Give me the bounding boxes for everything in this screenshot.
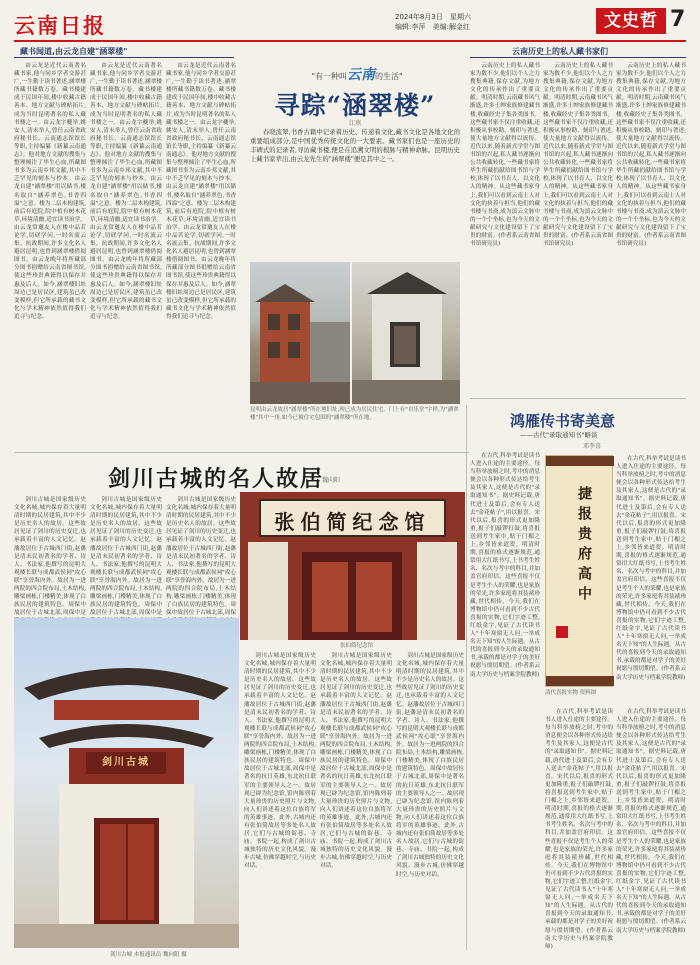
- section-divider-left: [14, 452, 469, 453]
- jianchuan-col2: 剑川古城是国家级历史文化名城,城内保存着大量明清时期的民居建筑,其中不少是历史名人的故居。这些故居见证了剑川的历史变迁,也承载着丰富的人文记忆。赵藩故居位于古城西门街,赵藩是清末民初著名的学者、诗人、书法家,他撰写的昆明大观楼长联与成都武侯祠"攻心联"享誉海内外。故居为一进两院的四合院布局,土木结构,雕梁画栋,门楼精美,体现了白族民居的建筑特色。周保中故居位于古城北部,周保中是: [90, 497, 162, 617]
- left-article-col1: 由云龙是近代云南著名藏书家,他与同乡学者交游甚广,一生勤于读书著述,涵翠楼所藏书籍数万卷。藏书楼建成于民国年间,楼中收藏古籍善本、地方文献与碑帖拓片,成为当时昆明著名的私人藏书楼之一。由云龙字夔举,姚安人,清末举人,曾任云南省政府秘书长、云南通志馆馆长等职,主持编纂《新纂云南通志》。他对地方文献的搜集与整理倾注了毕生心血,所藏图书多为云南乡邦文献,其中不乏罕见的刻本与抄本。由云龙自建"涵翠楼"用以储书,楼名取自"涵养翠色,书香四溢"之意。楼为二层木构建筑,前后有庭院,院中植有树木花草,环境清幽,适宜读书治学。由云龙常邀友人在楼中品茗论学,切磋学问,一时名流云集。抗战期间,许多文化名人避居昆明,也曾到涵翠楼借阅图书。由云龙晚年将所藏部分图书捐赠给云南省图书馆,使这些珍贵典籍得以保存并惠及后人。如今,涵翠楼旧址周边已是居民区,建筑虽已改变模样,但它所承载的藏书文化与学术精神依然值得我们追寻与纪念。: [14, 63, 86, 320]
- building-photo-left: [250, 262, 350, 404]
- editor-credit: 编辑:李萍: [395, 23, 426, 31]
- old-town-gate-photo: [14, 618, 239, 948]
- right-article-col3: 云南历史上的私人藏书家为数不少,他们以个人之力搜集典籍,保存文献,为地方文化的传承作出了重要贡献。明清时期,云南藏书风气渐盛,许多士绅家族修建藏书楼,收藏经史子集各类图书。这些藏书家不仅注重收藏,还积极从事校勘、刻印与著述,使大量地方文献得以流传。近代以来,随着新式学堂与图书馆的兴起,私人藏书逐渐向公共收藏转化,一些藏书家将毕生所藏捐献给图书馆与学校,体现了以书育人、以文化人的精神。从这些藏书家身上,我们可以看到云南士人对文化的执着与担当,他们的藏书楼与书斋,成为滇云文脉中的一个个坐标,也为今天的文献研究与文化建设留下了宝贵的财富。(作者系云南省图书馆研究员): [616, 63, 686, 248]
- jianchuan-col1: 剑川古城是国家级历史文化名城,城内保存着大量明清时期的民居建筑,其中不少是历史名人的故居。这些故居见证了剑川的历史变迁,也承载着丰富的人文记忆。赵藩故居位于古城西门街,赵藩是清末民初著名的学者、诗人、书法家,他撰写的昆明大观楼长联与成都武侯祠"攻心联"享誉海内外。故居为一进两院的四合院布局,土木结构,雕梁画栋,门楼精美,体现了白族民居的建筑特色。周保中故居位于古城北部,周保中是: [14, 497, 86, 617]
- layout-credit: 美编:解金红: [432, 23, 470, 31]
- jianchuan-title: 剑川古城的名人故居: [108, 466, 325, 492]
- notice-scroll-photo: [545, 455, 613, 687]
- hongyan-col1: 在古代,科举考试是读书人进入仕途的主要途径。每当科举放榜之时,考中的消息便会以各种形式传达给考生及其家人,这便是古代的"录取通知书"。据史料记载,唐代进士及第后,会有专人送去"金花帖子",用以报喜。宋代以后,报喜的形式更加隆重,报子们敲锣打鼓,将喜报送到考生家中,贴于门楣之上,乡邻皆来道贺。明清时期,喜报的格式逐渐规范,通常用大红纸书写,上书考生姓名、名次与考中的科目,并加盖官府印信。这些喜报不仅是考生个人的荣耀,也是家族的荣光,许多家庭将其装裱珍藏,世代相传。今天,我们在博物馆中仍可看到不少古代喜报的实物,它们字迹工整,红纸金字,见证了古代读书人"十年寒窗无人问,一举成名天下知"的人生际遇。从古代的喜报到今天的录取通知书,承载的都是对学子的美好祝愿与殷切期望。(作者系云南大学历史与档案学院教师): [470, 453, 540, 678]
- old-town-gate: [14, 618, 239, 948]
- right-article-col1: 云南历史上的私人藏书家为数不少,他们以个人之力搜集典籍,保存文献,为地方文化的传承作出了重要贡献。明清时期,云南藏书风气渐盛,许多士绅家族修建藏书楼,收藏经史子集各类图书。这些藏书家不仅注重收藏,还积极从事校勘、刻印与著述,使大量地方文献得以流传。近代以来,随着新式学堂与图书馆的兴起,私人藏书逐渐向公共收藏转化,一些藏书家将毕生所藏捐献给图书馆与学校,体现了以书育人、以文化人的精神。从这些藏书家身上,我们可以看到云南士人对文化的执着与担当,他们的藏书楼与书斋,成为滇云文脉中的一个个坐标,也为今天的文献研究与文化建设留下了宝贵的财富。(作者系云南省图书馆研究员): [470, 63, 540, 248]
- jianchuan-col3: 剑川古城是国家级历史文化名城,城内保存着大量明清时期的民居建筑,其中不少是历史名人的故居。这些故居见证了剑川的历史变迁,也承载着丰富的人文记忆。赵藩故居位于古城西门街,赵藩是清末民初著名的学者、诗人、书法家,他撰写的昆明大观楼长联与成都武侯祠"攻心联"享誉海内外。故居为一进两院的四合院布局,土木结构,雕梁画栋,门楼精美,体现了白族民居的建筑特色。周保中故居位于古城北部,周保: [166, 497, 236, 617]
- hongyan-col2: 在古代,科举考试是读书人进入仕途的主要途径。每当科举放榜之时,考中的消息便会以各种形式传达给考生及其家人,这便是古代的"录取通知书"。据史料记载,唐代进士及第后,会有专人送去"金花帖子",用以报喜。宋代以后,报喜的形式更加隆重,报子们敲锣打鼓,将喜报送到考生家中,贴于门楣之上,乡邻皆来道贺。明清时期,喜报的格式逐渐规范,通常用大红纸书写,上书考生姓名、名次与考中的科目,并加盖官府印信。这些喜报不仅是考生个人的荣耀,也是家族的荣光,许多家庭将其装裱珍藏,世代相传。今天,我们在博物馆中仍可看到不少古代喜报的实物,它们字迹工整,红纸金字,见证了古代读书人"十年寒窗无人问,一举成名天下知"的人生际遇。从古代的喜报到今天的录取通知书,承载的都是对学子的美好祝愿与殷切期望。(作者系云南大学历史与档案学院教师): [616, 456, 686, 681]
- page-number: 7: [670, 7, 686, 32]
- memorial-hall-sign: 张伯简纪念馆: [274, 510, 431, 534]
- jianchuan-col4: 剑川古城是国家级历史文化名城,城内保存着大量明清时期的民居建筑,其中不少是历史名人的故居。这些故居见证了剑川的历史变迁,也承载着丰富的人文记忆。赵藩故居位于古城西门街,赵藩是清末民初著名的学者、诗人、书法家,他撰写的昆明大观楼长联与成都武侯祠"攻心联"享誉海内外。故居为一进两院的四合院布局,土木结构,雕梁画栋,门楼精美,体现了白族民居的建筑特色。周保中故居位于古城北部,周保中是著名的抗日英雄,东北抗日联军的主要领导人之一。故居现已辟为纪念馆,馆内陈列着大量珍贵的历史照片与文物,向人们讲述着这位白族将军的英雄事迹。此外,古城内还有张伯简故居等多处名人故居,它们与古城的街巷、寺庙、书院一起,构成了剑川古城独特的历史文化风貌。漫步古城,仿佛穿越时空,与历史对话。: [244, 653, 316, 870]
- feature-title: 寻踪“涵翠楼”: [274, 91, 436, 120]
- feature-photo-right: [352, 262, 460, 404]
- section-badge: 文史哲: [596, 8, 666, 34]
- newspaper-logo: 云南日报: [14, 13, 106, 38]
- building-photo-right: [352, 262, 460, 404]
- jianchuan-col6: 剑川古城是国家级历史文化名城,城内保存着大量明清时期的民居建筑,其中不少是历史名人的故居。这些故居见证了剑川的历史变迁,也承载着丰富的人文记忆。赵藩故居位于古城西门街,赵藩是清末民初著名的学者、诗人、书法家,他撰写的昆明大观楼长联与成都武侯祠"攻心联"享誉海内外。故居为一进两院的四合院布局,土木结构,雕梁画栋,门楼精美,体现了白族民居的建筑特色。周保中故居位于古城北部,周保中是著名的抗日英雄,东北抗日联军的主要领导人之一。故居现已辟为纪念馆,馆内陈列着大量珍贵的历史照片与文物,向人们讲述着这位白族将军的英雄事迹。此外,古城内还有张伯简故居等多处名人故居,它们与古城的街巷、寺庙、书院一起,构成了剑川古城独特的历史文化风貌。漫步古城,仿佛穿越时空,与历史对话。: [396, 653, 464, 878]
- feature-photo-left: [250, 262, 350, 404]
- jianchuan-col5: 剑川古城是国家级历史文化名城,城内保存着大量明清时期的民居建筑,其中不少是历史名人的故居。这些故居见证了剑川的历史变迁,也承载着丰富的人文记忆。赵藩故居位于古城西门街,赵藩是清末民初著名的学者、诗人、书法家,他撰写的昆明大观楼长联与成都武侯祠"攻心联"享誉海内外。故居为一进两院的四合院布局,土木结构,雕梁画栋,门楼精美,体现了白族民居的建筑特色。周保中故居位于古城北部,周保中是著名的抗日英雄,东北抗日联军的主要领导人之一。故居现已辟为纪念馆,馆内陈列着大量珍贵的历史照片与文物,向人们讲述着这位白族将军的英雄事迹。此外,古城内还有张伯简故居等多处名人故居,它们与古城的街巷、寺庙、书院一起,构成了剑川古城独特的历史文化风貌。漫步古城,仿佛穿越时空,与历史对话。: [320, 653, 392, 870]
- issue-date: 2024年8月3日: [395, 13, 443, 21]
- header-rule: [14, 40, 686, 42]
- feature-author: 江燕: [348, 120, 361, 127]
- hongyan-author: 邓李喜: [583, 443, 602, 450]
- header-info: [395, 12, 476, 32]
- feature-kicker: "有一种叫云南的生活": [311, 67, 403, 83]
- left-article-col3: 由云龙是近代云南著名藏书家,他与同乡学者交游甚广,一生勤于读书著述,涵翠楼所藏书籍数万卷。藏书楼建成于民国年间,楼中收藏古籍善本、地方文献与碑帖拓片,成为当时昆明著名的私人藏书楼之一。由云龙字夔举,姚安人,清末举人,曾任云南省政府秘书长、云南通志馆馆长等职,主持编纂《新纂云南通志》。他对地方文献的搜集与整理倾注了毕生心血,所藏图书多为云南乡邦文献,其中不乏罕见的刻本与抄本。由云龙自建"涵翠楼"用以储书,楼名取自"涵养翠色,书香四溢"之意。楼为二层木构建筑,前后有庭院,院中植有树木花草,环境清幽,适宜读书治学。由云龙常邀友人在楼中品茗论学,切磋学问,一时名流云集。抗战期间,许多文化名人避居昆明,也曾到涵翠楼借阅图书。由云龙晚年将所藏部分图书捐赠给云南省图书馆,使这些珍贵典籍得以保存并惠及后人。如今,涵翠楼旧址周边已是居民区,建筑虽已改变模样,但它所承载的藏书文化与学术精神依然值得我们追寻与纪念。: [166, 63, 236, 320]
- hongyan-title: 鸿雁传书寄美意: [510, 412, 616, 430]
- memorial-hall-caption: 张伯简纪念馆: [340, 643, 374, 649]
- left-article-col2: 由云龙是近代云南著名藏书家,他与同乡学者交游甚广,一生勤于读书著述,涵翠楼所藏书籍数万卷。藏书楼建成于民国年间,楼中收藏古籍善本、地方文献与碑帖拓片,成为当时昆明著名的私人藏书楼之一。由云龙字夔举,姚安人,清末举人,曾任云南省政府秘书长、云南通志馆馆长等职,主持编纂《新纂云南通志》。他对地方文献的搜集与整理倾注了毕生心血,所藏图书多为云南乡邦文献,其中不乏罕见的刻本与抄本。由云龙自建"涵翠楼"用以储书,楼名取自"涵养翠色,书香四溢"之意。楼为二层木构建筑,前后有庭院,院中植有树木花草,环境清幽,适宜读书治学。由云龙常邀友人在楼中品茗论学,切磋学问,一时名流云集。抗战期间,许多文化名人避居昆明,也曾到涵翠楼借阅图书。由云龙晚年将所藏部分图书捐赠给云南省图书馆,使这些珍贵典籍得以保存并惠及后人。如今,涵翠楼旧址周边已是居民区,建筑虽已改变模样,但它所承载的藏书文化与学术精神依然值得我们追寻与纪念。: [90, 63, 162, 320]
- hongyan-col4: 在古代,科举考试是读书人进入仕途的主要途径。每当科举放榜之时,考中的消息便会以各种形式传达给考生及其家人,这便是古代的"录取通知书"。据史料记载,唐代进士及第后,会有专人送去"金花帖子",用以报喜。宋代以后,报喜的形式更加隆重,报子们敲锣打鼓,将喜报送到考生家中,贴于门楣之上,乡邻皆来道贺。明清时期,喜报的格式逐渐规范,通常用大红纸书写,上书考生姓名、名次与考中的科目,并加盖官府印信。这些喜报不仅是考生个人的荣耀,也是家族的荣光,许多家庭将其装裱珍藏,世代相传。今天,我们在博物馆中仍可看到不少古代喜报的实物,它们字迹工整,红纸金字,见证了古代读书人"十年寒窗无人问,一举成名天下知"的人生际遇。从古代的喜报到今天的录取通知书,承载的都是对学子的美好祝愿与殷切期望。(作者系云南大学历史与档案学院教师): [616, 709, 686, 934]
- scroll-top-bar: [546, 456, 614, 466]
- notice-scroll-caption: 清代喜报实物 资料图: [545, 690, 597, 696]
- right-column-head: 云南历史上的私人藏书家们: [512, 47, 608, 56]
- old-town-caption: 剑川古城 本报通讯员 魏向阳 摄: [110, 952, 187, 958]
- feature-kicker-word: 云南: [347, 67, 375, 83]
- hongyan-subtitle: ——古代"录取通知书"略谈: [520, 431, 598, 439]
- old-town-sign: 剑川古城: [86, 752, 166, 774]
- memorial-hall-photo: [240, 492, 465, 640]
- jianchuan-author: 魏向阳: [322, 477, 341, 484]
- scroll-calligraphy: 捷报贵府高中: [576, 486, 592, 606]
- column-divider: [466, 405, 467, 950]
- scroll-seal: [556, 626, 568, 638]
- scroll-bottom-bar: [546, 676, 614, 686]
- hongyan-col3: 在古代,科举考试是读书人进入仕途的主要途径。每当科举放榜之时,考中的消息便会以各种形式传达给考生及其家人,这便是古代的"录取通知书"。据史料记载,唐代进士及第后,会有专人送去"金花帖子",用以报喜。宋代以后,报喜的形式更加隆重,报子们敲锣打鼓,将喜报送到考生家中,贴于门楣之上,乡邻皆来道贺。明清时期,喜报的格式逐渐规范,通常用大红纸书写,上书考生姓名、名次与考中的科目,并加盖官府印信。这些喜报不仅是考生个人的荣耀,也是家族的荣光,许多家庭将其装裱珍藏,世代相传。今天,我们在博物馆中仍可看到不少古代喜报的实物,它们字迹工整,红纸金字,见证了古代读书人"十年寒窗无人问,一举成名天下知"的人生际遇。从古代的喜报到今天的录取通知书,承载的都是对学子的美好祝愿与殷切期望。(作者系云南大学历史与档案学院教师): [545, 709, 613, 950]
- right-column-rule: [470, 57, 686, 58]
- feature-lead: 春晓流翠,书香古籍中记录着历史、传递着文化,藏书文化是各地文化的重要组成部分,是中国优秀传统文化的一大要素。藏书家们也是一座历史的丰碑式的记录者,寻访藏书楼,便是在追溯文明的根脉与精神命脉。昆明历史上藏书家辈出,由云龙先生的"涵翠楼"便是其中之一。: [250, 128, 460, 163]
- left-column-rule: [14, 57, 234, 58]
- issue-weekday: 星期六: [449, 13, 471, 21]
- feature-photo-caption: 昆明由云龙故居"涵翠楼"所在地旧址,现已成为居民住宅。门上有"自乐堂"字样,为"涵翠楼"其中一角,如今已被住宅包围的"涵翠楼"所在地。: [250, 407, 459, 421]
- left-column-head: 藏书闻道,由云龙自建"涵翠楼": [20, 47, 128, 56]
- section-divider-right: [470, 398, 686, 399]
- right-article-col2: 云南历史上的私人藏书家为数不少,他们以个人之力搜集典籍,保存文献,为地方文化的传承作出了重要贡献。明清时期,云南藏书风气渐盛,许多士绅家族修建藏书楼,收藏经史子集各类图书。这些藏书家不仅注重收藏,还积极从事校勘、刻印与著述,使大量地方文献得以流传。近代以来,随着新式学堂与图书馆的兴起,私人藏书逐渐向公共收藏转化,一些藏书家将毕生所藏捐献给图书馆与学校,体现了以书育人、以文化人的精神。从这些藏书家身上,我们可以看到云南士人对文化的执着与担当,他们的藏书楼与书斋,成为滇云文脉中的一个个坐标,也为今天的文献研究与文化建设留下了宝贵的财富。(作者系云南省图书馆研究员): [543, 63, 613, 248]
